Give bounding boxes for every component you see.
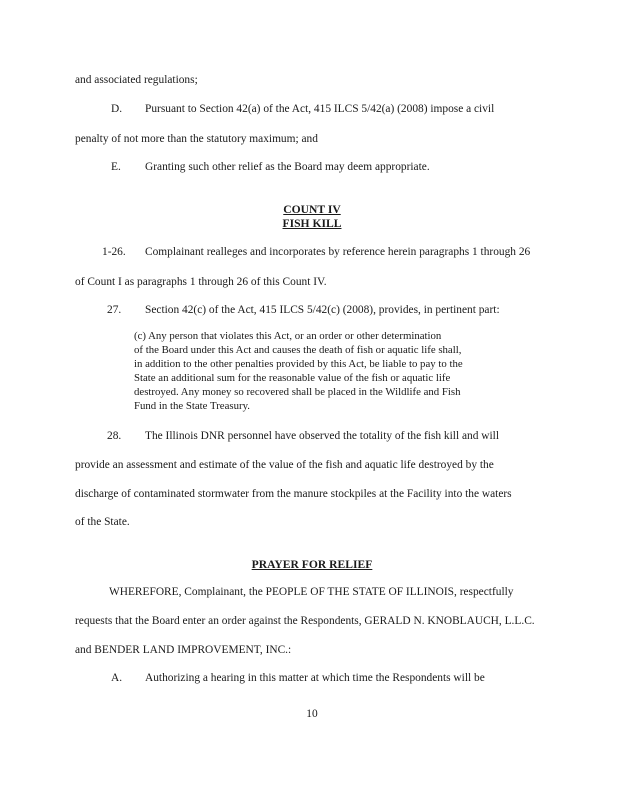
paragraph-marker-1-26: 1-26. bbox=[102, 246, 126, 258]
item-marker-d: D. bbox=[111, 103, 123, 115]
prayer-title: PRAYER FOR RELIEF bbox=[251, 558, 373, 571]
wherefore-line: and BENDER LAND IMPROVEMENT, INC.: bbox=[75, 644, 292, 656]
page-number: 10 bbox=[306, 708, 318, 720]
paragraph-28-text: The Illinois DNR personnel have observed the totality of the fish kill and will bbox=[145, 430, 499, 442]
item-marker-e: E. bbox=[111, 161, 121, 173]
count-title: COUNT IV bbox=[283, 203, 341, 216]
paragraph-1-26-continuation: of Count I as paragraphs 1 through 26 of this Count IV. bbox=[75, 276, 327, 288]
paragraph-28-continuation: of the State. bbox=[75, 516, 130, 528]
text-line: and associated regulations; bbox=[75, 74, 198, 86]
count-subtitle: FISH KILL bbox=[282, 217, 342, 230]
paragraph-1-26-text: Complainant realleges and incorporates by reference herein paragraphs 1 through 26 bbox=[145, 246, 531, 258]
quote-line: destroyed. Any money so recovered shall be placed in the Wildlife and Fish bbox=[134, 386, 461, 398]
paragraph-28-continuation: provide an assessment and estimate of the value of the fish and aquatic life destroyed by the bbox=[75, 459, 494, 471]
item-a-text: Authorizing a hearing in this matter at which time the Respondents will be bbox=[145, 672, 485, 684]
item-marker-a: A. bbox=[111, 672, 123, 684]
quote-line: Fund in the State Treasury. bbox=[134, 400, 250, 412]
paragraph-28-continuation: discharge of contaminated stormwater from the manure stockpiles at the Facility into the waters bbox=[75, 488, 512, 500]
quote-line: of the Board under this Act and causes the death of fish or aquatic life shall, bbox=[134, 344, 462, 356]
item-d-text: Pursuant to Section 42(a) of the Act, 415 ILCS 5/42(a) (2008) impose a civil bbox=[145, 103, 495, 115]
wherefore-line: WHEREFORE, Complainant, the PEOPLE OF THE STATE OF ILLINOIS, respectfully bbox=[109, 586, 514, 598]
paragraph-marker-27: 27. bbox=[107, 304, 122, 316]
item-d-continuation: penalty of not more than the statutory maximum; and bbox=[75, 133, 318, 145]
paragraph-27-text: Section 42(c) of the Act, 415 ILCS 5/42(c) (2008), provides, in pertinent part: bbox=[145, 304, 500, 316]
quote-line: in addition to the other penalties provided by this Act, be liable to pay to the bbox=[134, 358, 463, 370]
paragraph-marker-28: 28. bbox=[107, 430, 122, 442]
quote-line: (c) Any person that violates this Act, or an order or other determination bbox=[134, 330, 442, 342]
quote-line: State an additional sum for the reasonable value of the fish or aquatic life bbox=[134, 372, 451, 384]
item-e-text: Granting such other relief as the Board may deem appropriate. bbox=[145, 161, 430, 173]
wherefore-line: requests that the Board enter an order against the Respondents, GERALD N. KNOBLAUCH, L.L.C. bbox=[75, 615, 535, 627]
